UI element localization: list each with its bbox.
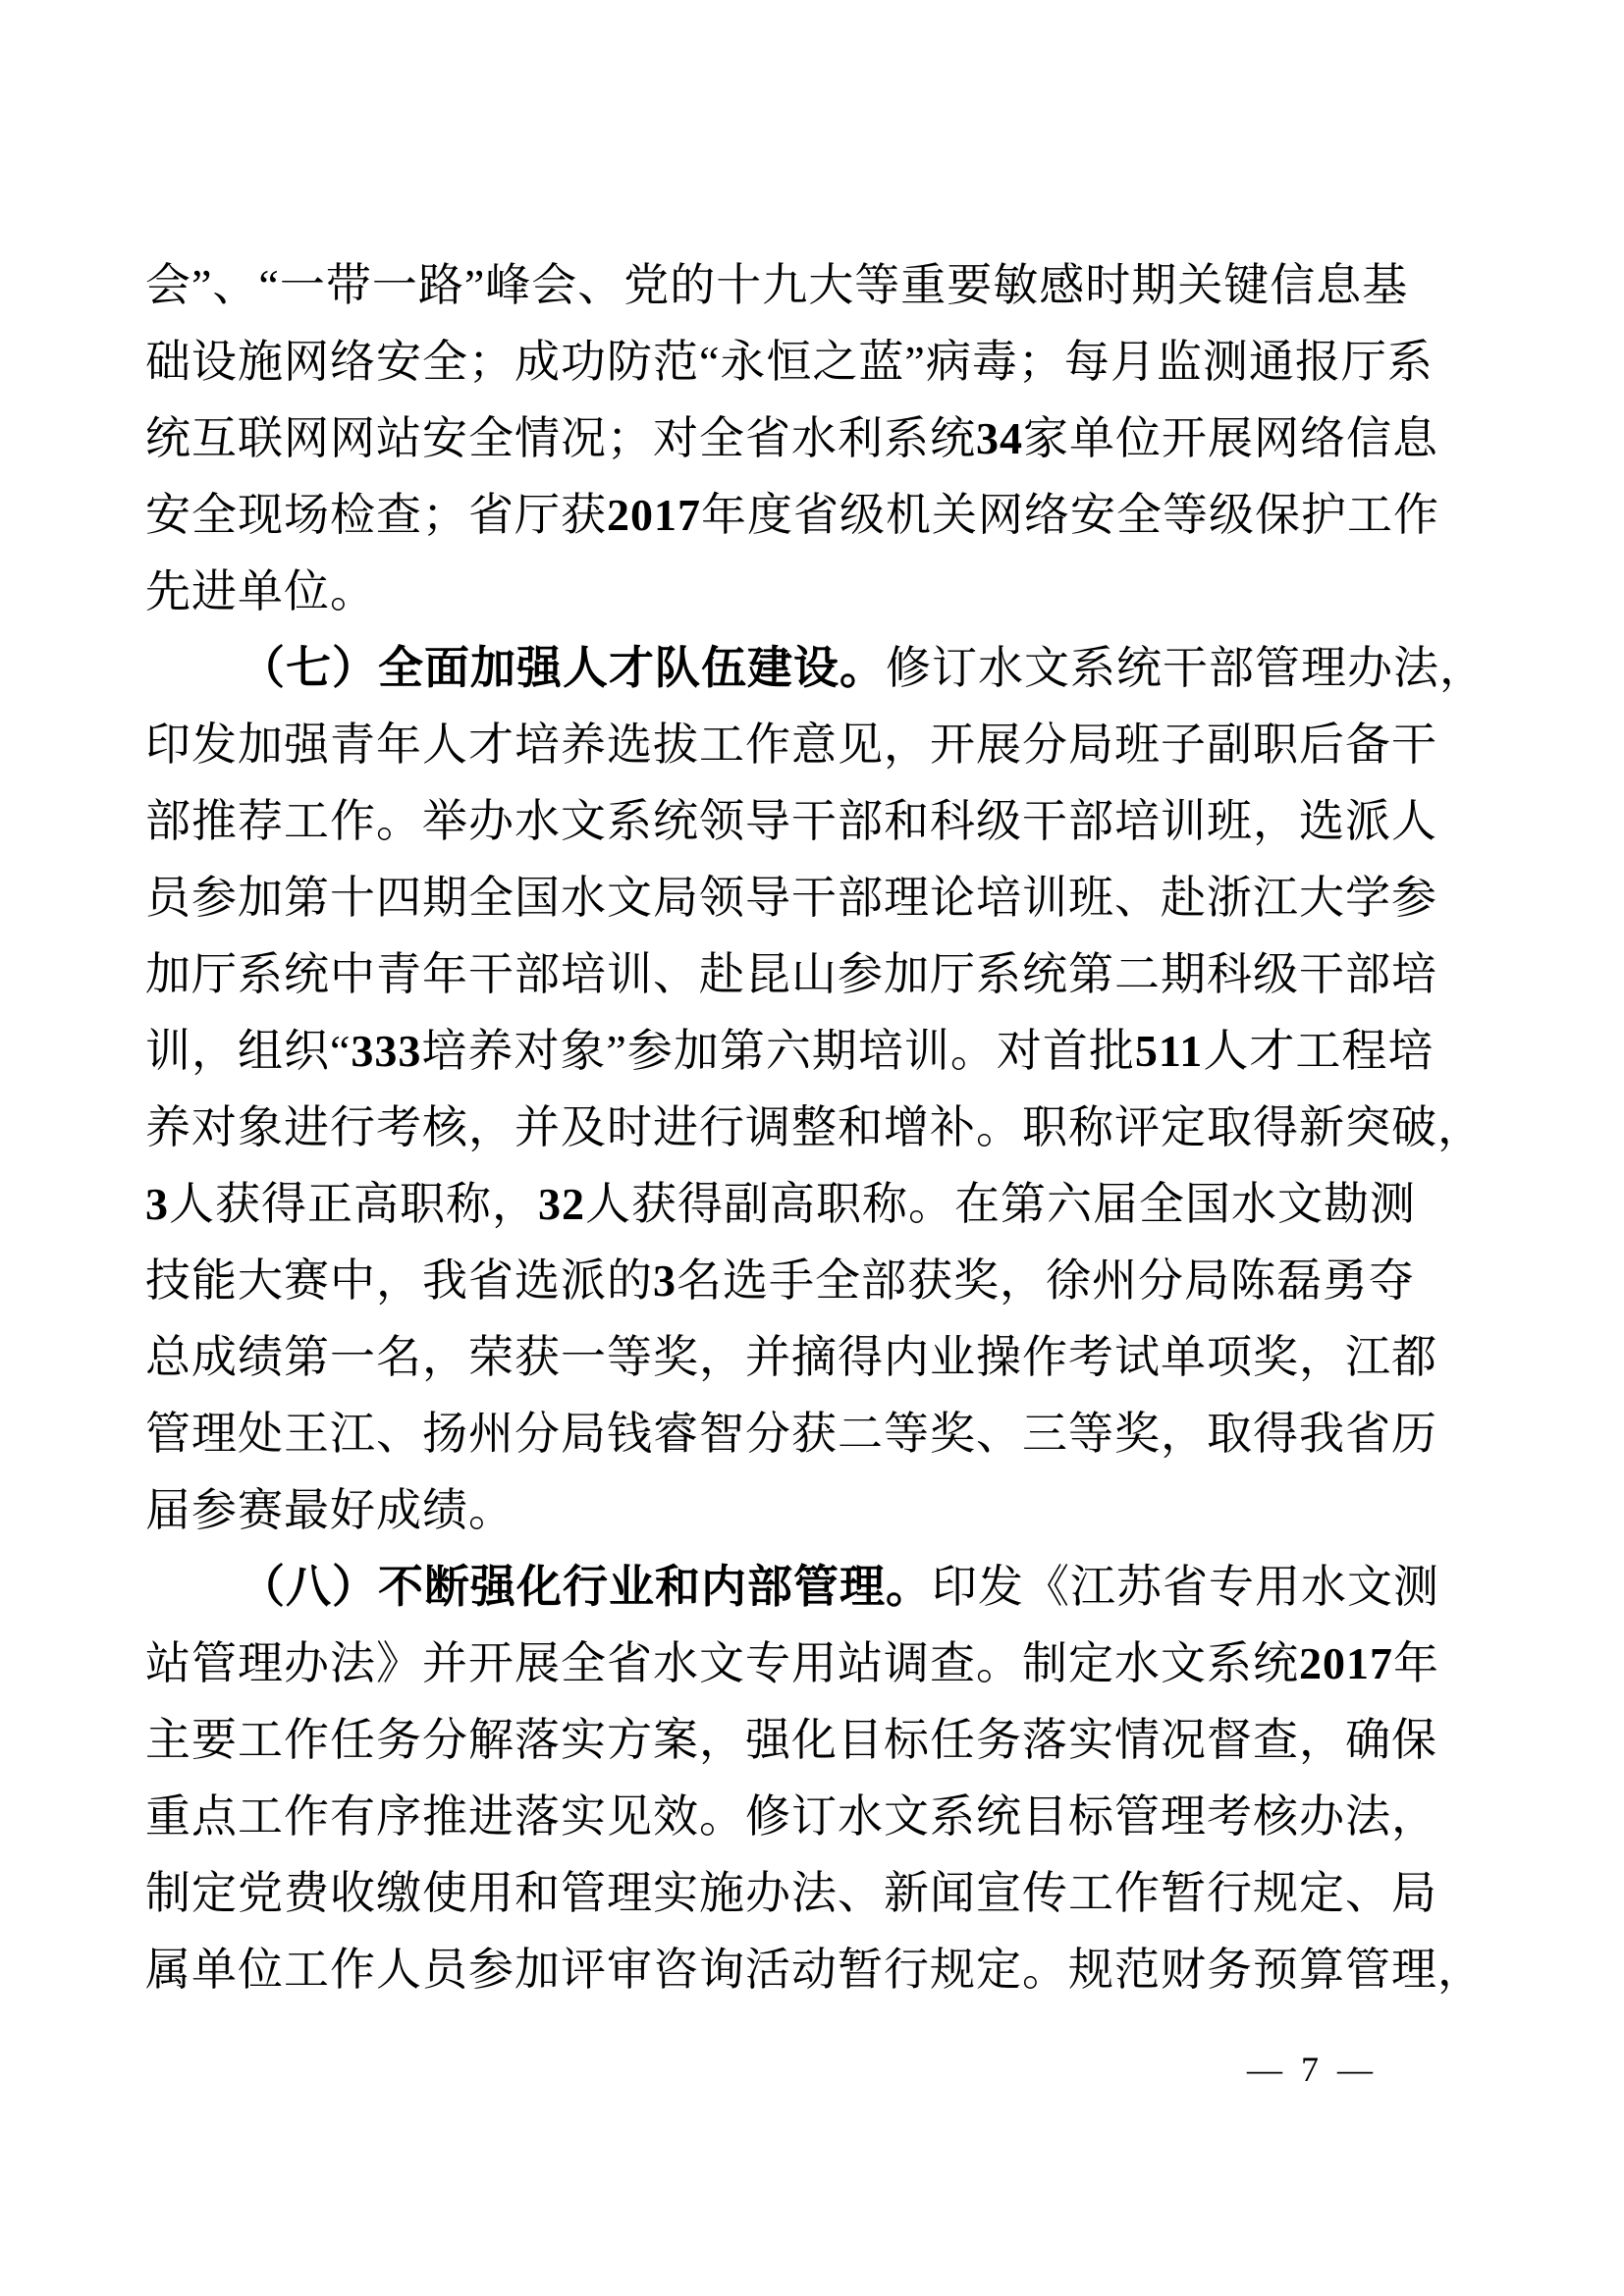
text-segment: 加厅系统中青年干部培训、赴昆山参加厅系统第二期科级干部培 [145, 949, 1437, 999]
text-segment: 安全现场检查；省厅获 [145, 490, 607, 540]
text-line [145, 554, 1502, 630]
text-segment: 技能大赛中，我省选派的 [145, 1255, 653, 1306]
text-segment: 印发《江苏省专用水文测 [932, 1562, 1439, 1612]
text-segment: 站管理办法》并开展全省水文专用站调查。制定水文系统 [145, 1638, 1299, 1688]
text-segment: 训，组织“ [145, 1026, 352, 1076]
text-line [145, 477, 1502, 554]
bold-number: 2017 [607, 490, 701, 540]
paragraph-continuation [145, 247, 1502, 630]
text-segment: 印发加强青年人才培养选拔工作意见，开展分局班子副职后备干 [145, 720, 1437, 770]
text-line [145, 400, 1502, 477]
text-segment: 年度省级机关网络安全等级保护工作 [701, 490, 1439, 540]
text-line [145, 1243, 1502, 1319]
text-line [145, 1702, 1502, 1779]
text-segment: 人才工程培 [1203, 1026, 1435, 1076]
text-segment: 人获得正高职称， [169, 1179, 538, 1229]
text-line [145, 860, 1502, 936]
text-line [145, 1472, 1502, 1549]
text-segment: 人获得副高职称。在第六届全国水文勘测 [585, 1179, 1416, 1229]
bold-number: 511 [1134, 1026, 1204, 1076]
text-segment: 主要工作任务分解落实方案，强化目标任务落实情况督查，确保 [145, 1715, 1437, 1765]
text-line [145, 324, 1502, 400]
text-segment: 制定党费收缴使用和管理实施办法、新闻宣传工作暂行规定、局 [145, 1868, 1437, 1918]
paragraph-section-7 [145, 630, 1502, 1549]
text-segment: 础设施网络安全；成功防范“永恒之蓝”病毒；每月监测通报厅系 [145, 337, 1434, 387]
text-segment: 统互联网网站安全情况；对全省水利系统 [145, 413, 976, 463]
text-line [145, 1779, 1502, 1855]
text-segment: 名选手全部获奖，徐州分局陈磊勇夺 [677, 1255, 1415, 1306]
text-segment: 管理处王江、扬州分局钱睿智分获二等奖、三等奖，取得我省历 [145, 1409, 1437, 1459]
text-line [145, 707, 1502, 783]
text-segment: 家单位开展网络信息 [1023, 413, 1438, 463]
section-heading: （八）不断强化行业和内部管理。 [240, 1562, 932, 1612]
text-line [145, 630, 1502, 707]
text-segment: 部推荐工作。举办水文系统领导干部和科级干部培训班，选派人 [145, 796, 1437, 846]
bold-number: 2017 [1299, 1638, 1393, 1688]
text-line [145, 1549, 1502, 1626]
text-line [145, 936, 1502, 1013]
text-line [145, 1013, 1502, 1090]
text-segment: 重点工作有序推进落实见效。修订水文系统目标管理考核办法， [145, 1791, 1437, 1842]
section-heading: （七）全面加强人才队伍建设。 [240, 643, 886, 693]
text-segment: 培养对象”参加第六期培训。对首批 [421, 1026, 1135, 1076]
text-line [145, 1166, 1502, 1243]
bold-number: 34 [976, 413, 1023, 463]
text-line [145, 1319, 1502, 1396]
text-segment: 总成绩第一名，荣获一等奖，并摘得内业操作考试单项奖，江都 [145, 1332, 1437, 1382]
paragraph-section-8 [145, 1549, 1502, 2008]
text-line [145, 1855, 1502, 1932]
text-line [145, 783, 1502, 860]
text-segment: 员参加第十四期全国水文局领导干部理论培训班、赴浙江大学参 [145, 873, 1437, 923]
text-segment: 届参赛最好成绩。 [145, 1485, 514, 1535]
bold-number: 32 [538, 1179, 585, 1229]
text-segment: 属单位工作人员参加评审咨询活动暂行规定。规范财务预算管理， [145, 1945, 1484, 1995]
text-segment: 养对象进行考核，并及时进行调整和增补。职称评定取得新突破， [145, 1102, 1484, 1152]
bold-number: 333 [351, 1026, 422, 1076]
bold-number: 3 [653, 1255, 677, 1306]
text-line [145, 1626, 1502, 1702]
text-line [145, 1090, 1502, 1166]
text-line [145, 247, 1502, 324]
text-line [145, 1932, 1502, 2008]
text-segment: 修订水文系统干部管理办法， [886, 643, 1486, 693]
document-body [145, 247, 1502, 2008]
text-segment: 先进单位。 [145, 566, 376, 616]
page-number: — 7 — [1247, 2050, 1378, 2089]
bold-number: 3 [145, 1179, 169, 1229]
text-segment: 会”、“一带一路”峰会、党的十九大等重要敏感时期关键信息基 [145, 260, 1409, 310]
text-line [145, 1396, 1502, 1472]
text-segment: 年 [1393, 1638, 1439, 1688]
